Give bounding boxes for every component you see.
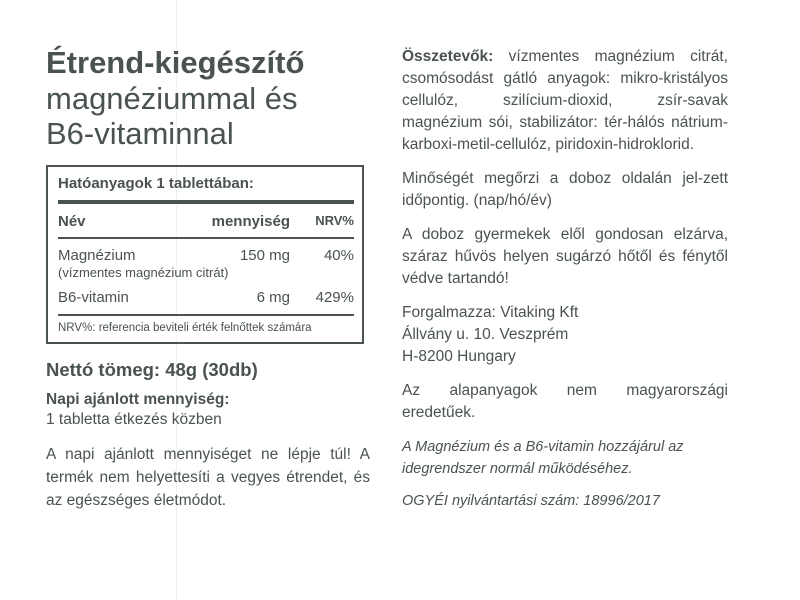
row-nrv: 429%: [315, 289, 354, 306]
col-quantity: mennyiség: [211, 213, 290, 230]
storage-instructions: A doboz gyermekek elől gondosan elzárva, száraz hűvös helyen sugárzó hőtől és fénytől védve tartandó!: [402, 226, 728, 287]
ingredients-text: vízmentes magnézium citrát, csomósodást gátló anyagok: mikro-kristályos cellulóz, szilícium-dioxid, zsír-savak magnézium sói, stabilizátor: tér-hálós nátrium-karboxi-metil-cellulóz, piridoxin-hidroklorid.: [402, 48, 728, 153]
table-row: [58, 239, 354, 264]
ingredients-label: Összetevők:: [402, 48, 494, 65]
row-quantity: 6 mg: [256, 289, 290, 306]
product-title: Étrend-kiegészítő: [46, 45, 305, 80]
table-row: [58, 280, 354, 316]
row-quantity: 150 mg: [239, 247, 290, 264]
nutrition-column-headers: [58, 204, 354, 239]
ingredients: [402, 46, 728, 156]
row-name: Magnézium: [58, 247, 136, 264]
distributor-block: [402, 302, 728, 368]
row-nrv: 40%: [323, 247, 354, 264]
product-subtitle-line-2: B6-vitaminnal: [46, 116, 234, 151]
origin-statement: Az alapanyagok nem magyarországi eredetűek.: [402, 382, 728, 421]
dose-text: 1 tabletta étkezés közben: [46, 411, 222, 428]
nutrition-table: [46, 165, 364, 344]
nutrition-header: Hatóanyagok 1 tablettában:: [58, 167, 354, 204]
nutrition-footnote: NRV%: referencia beviteli érték felnőttek számára: [58, 322, 312, 334]
row-subtext: (vízmentes magnézium citrát): [58, 265, 229, 280]
registration-number: OGYÉI nyilvántartási szám: 18996/2017: [402, 493, 660, 509]
health-claim: A Magnézium és a B6-vitamin hozzájárul az idegrendszer normál működéséhez.: [402, 439, 684, 477]
dose-title: Napi ajánlott mennyiség:: [46, 391, 230, 408]
row-name: B6-vitamin: [58, 289, 129, 306]
net-weight: Nettó tömeg: 48g (30db): [46, 359, 258, 380]
product-subtitle-line-1: magnéziummal és: [46, 81, 298, 116]
shelf-life: Minőségét megőrzi a doboz oldalán jel-zett időpontig. (nap/hó/év): [402, 170, 728, 209]
warning-text: A napi ajánlott mennyiséget ne lépje túl! A termék nem helyettesíti a vegyes étrendet, és az egészséges életmódot.: [46, 446, 370, 509]
col-name: Név: [58, 213, 86, 230]
distributor-street: Állvány u. 10. Veszprém: [402, 326, 569, 343]
distributor-name: Forgalmazza: Vitaking Kft: [402, 304, 579, 321]
left-column: [46, 44, 370, 512]
distributor-postal: H-8200 Hungary: [402, 348, 516, 365]
right-column: [402, 46, 728, 522]
col-nrv: NRV%: [315, 213, 354, 228]
